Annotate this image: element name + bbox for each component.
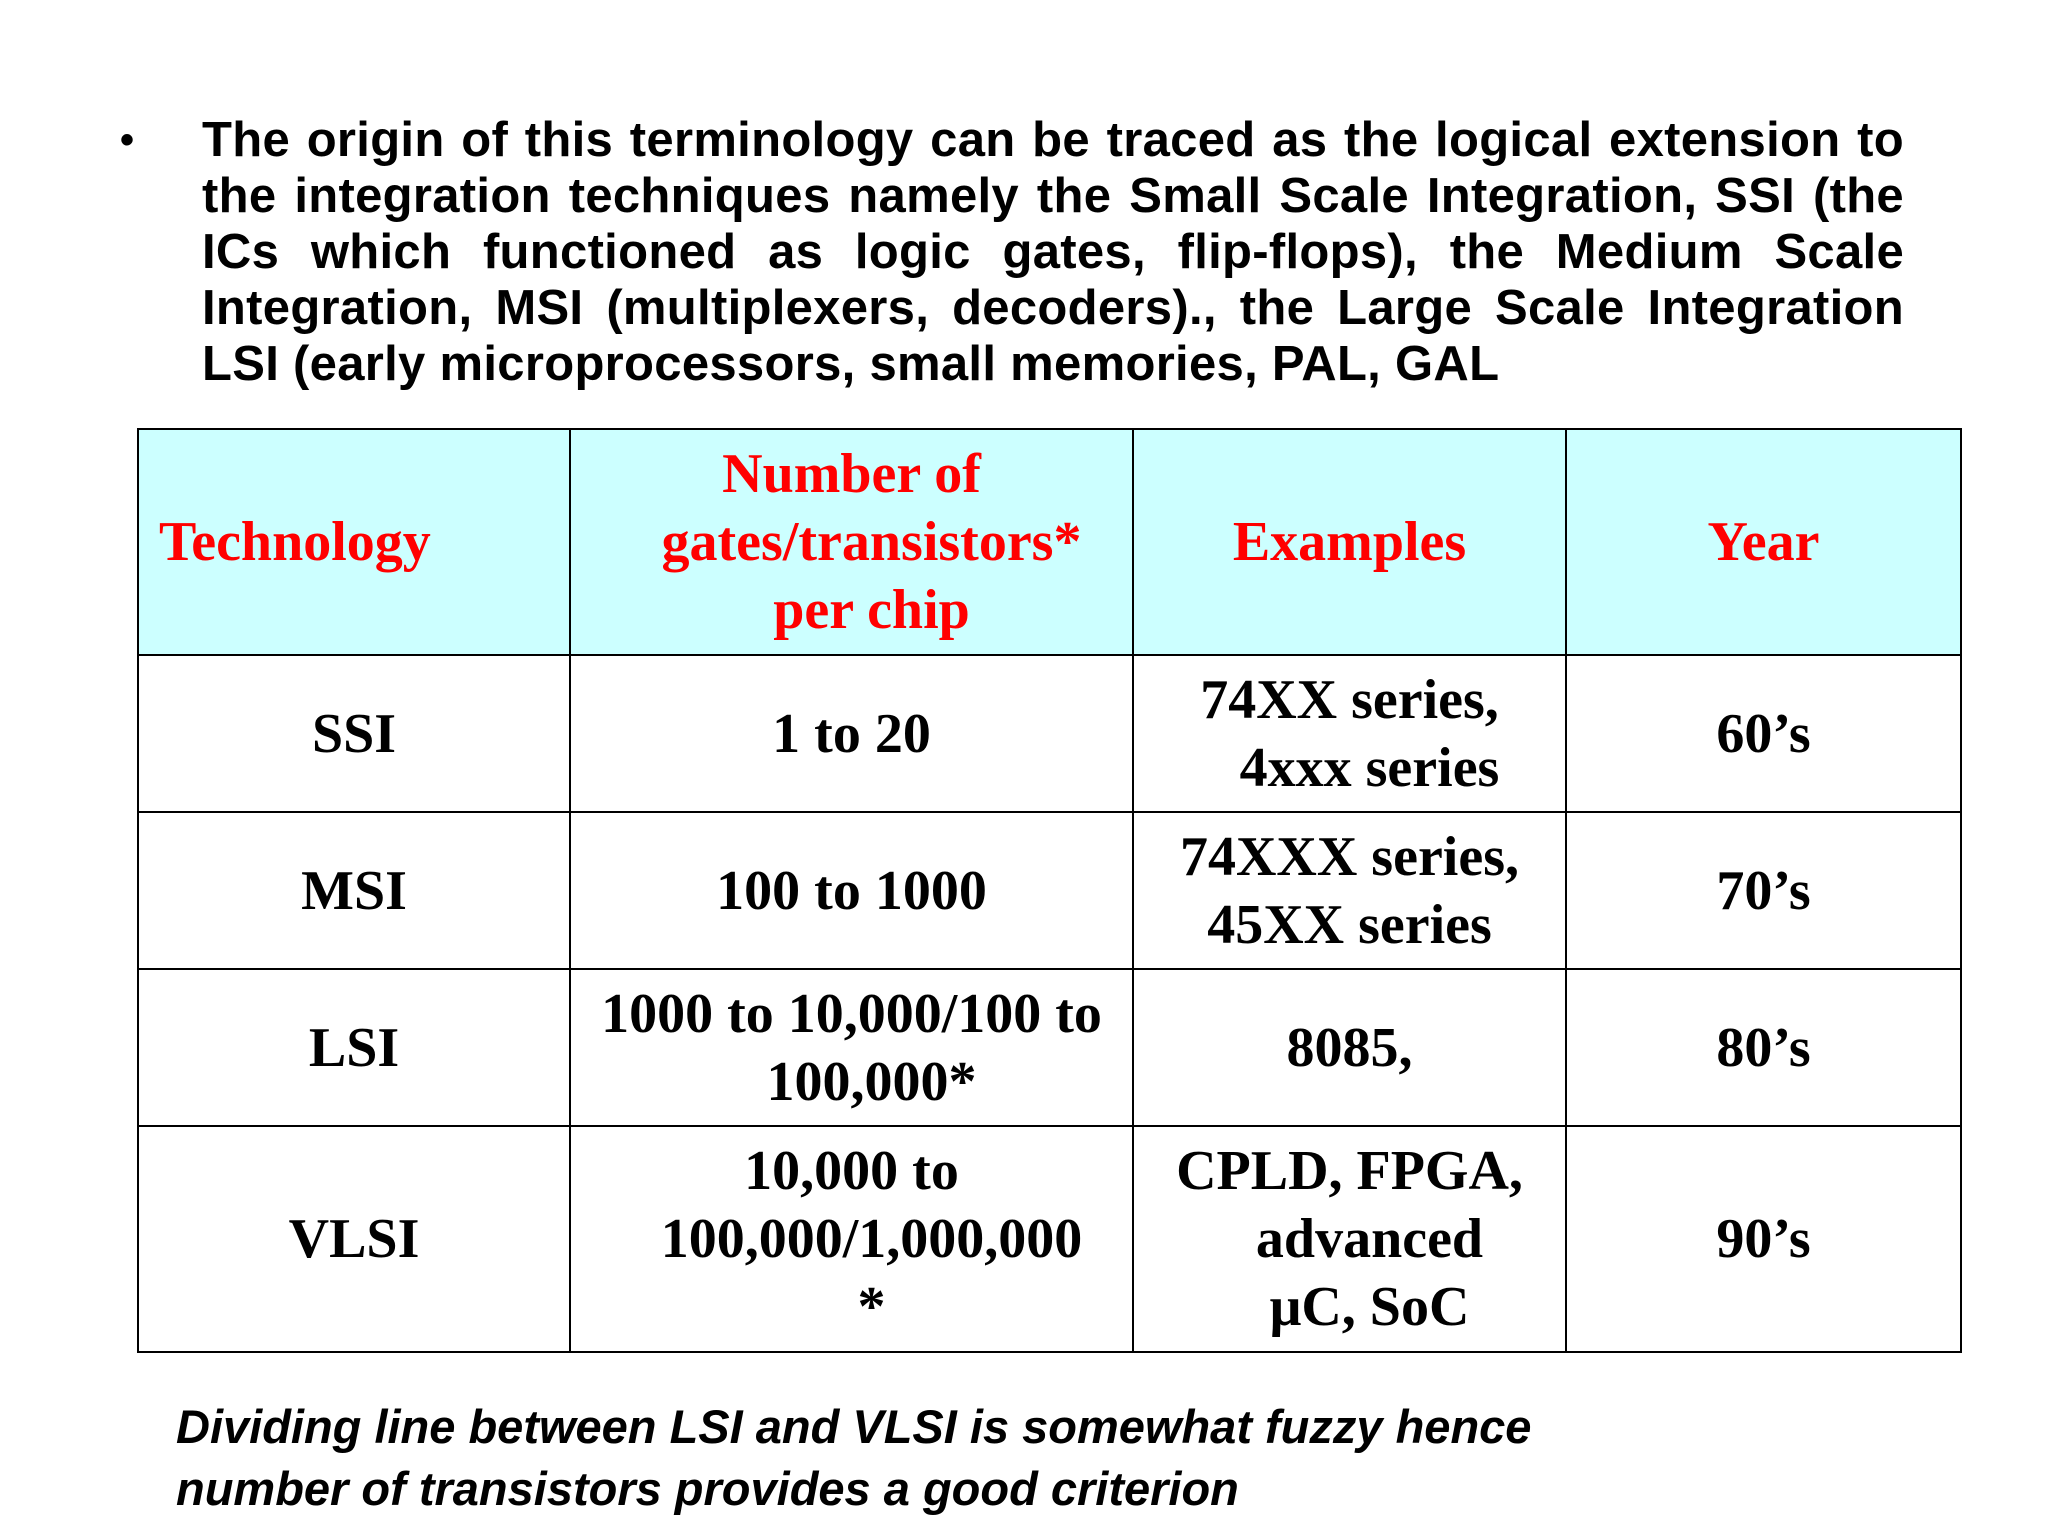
cell-gates: [570, 969, 1133, 1126]
cell-examples-line: 74XX series,: [1200, 668, 1499, 731]
footnote-line: number of transistors provides a good criterion: [176, 1462, 1239, 1515]
cell-gates-line: *: [857, 1276, 886, 1338]
cell-examples: [1133, 655, 1566, 812]
table-row: [138, 1126, 1961, 1352]
header-gates-line: gates/transistors*: [661, 511, 1082, 573]
integration-scale-table: [137, 428, 1962, 1353]
cell-year: 90’s: [1566, 1126, 1961, 1352]
header-year: Year: [1566, 429, 1961, 655]
cell-gates-line: 100,000/1,000,000: [660, 1208, 1083, 1270]
cell-examples-line: 45XX series: [1207, 893, 1492, 956]
cell-examples-line: 74XXX series,: [1179, 825, 1520, 888]
table-row: [138, 969, 1961, 1126]
cell-gates-line: 10,000 to: [744, 1140, 959, 1202]
cell-gates-line: 1000 to 10,000/100 to: [601, 982, 1102, 1045]
cell-gates: [570, 812, 1133, 969]
footnote-line: Dividing line between LSI and VLSI is somewhat fuzzy hence: [176, 1400, 1532, 1453]
cell-examples-line: 4xxx series: [1239, 736, 1500, 799]
cell-year: 80’s: [1566, 969, 1961, 1126]
cell-examples: [1133, 969, 1566, 1126]
cell-examples-line: CPLD, FPGA,: [1176, 1140, 1523, 1202]
table-row: [138, 812, 1961, 969]
cell-examples-line: μC, SoC: [1269, 1276, 1470, 1338]
cell-technology: LSI: [138, 969, 570, 1126]
cell-gates: [570, 1126, 1133, 1352]
table-header-row: [138, 429, 1961, 655]
cell-examples: [1133, 1126, 1566, 1352]
cell-gates-line: 100,000*: [766, 1050, 977, 1113]
table-row: [138, 655, 1961, 812]
cell-gates-line: 100 to 1000: [716, 859, 987, 922]
header-gates-line: Number of: [722, 443, 981, 505]
cell-year: 70’s: [1566, 812, 1961, 969]
cell-gates: [570, 655, 1133, 812]
bullet-paragraph: [120, 112, 1904, 392]
cell-examples-line: 8085,: [1286, 1016, 1413, 1079]
cell-gates-line: 1 to 20: [772, 702, 931, 765]
cell-technology: MSI: [138, 812, 570, 969]
header-technology: Technology: [138, 429, 570, 655]
header-gates-line: per chip: [773, 579, 970, 641]
cell-technology: SSI: [138, 655, 570, 812]
header-examples: Examples: [1133, 429, 1566, 655]
cell-examples: [1133, 812, 1566, 969]
cell-year: 60’s: [1566, 655, 1961, 812]
footnote: [176, 1396, 1896, 1520]
header-gates-per-chip: [570, 429, 1133, 655]
cell-examples-line: advanced: [1255, 1208, 1484, 1270]
bullet-mark: •: [120, 118, 135, 162]
bullet-text: The origin of this terminology can be traced as the logical extension to the integration techniques namely the Small Scale Integration, SSI (the ICs which functioned as logic gates, flip-flops), the Medium Scale Integration, MSI (multiplexers, decoders)., the Large Scale Integration LSI (early microprocessors, small memories, PAL, GAL: [202, 113, 1904, 391]
cell-technology: VLSI: [138, 1126, 570, 1352]
